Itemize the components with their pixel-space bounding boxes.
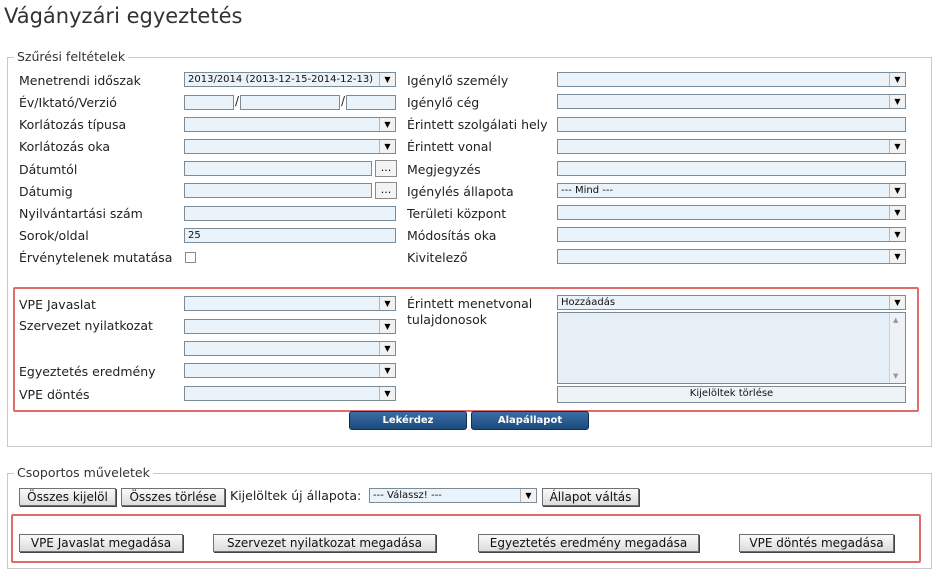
alapallapot-button[interactable]: Alapállapot <box>471 411 589 430</box>
igenylo-szemely-label: Igénylő személy <box>407 73 509 88</box>
scroll-down-icon: ▼ <box>893 372 899 380</box>
megjegyzes-input[interactable] <box>557 161 906 176</box>
filter-legend: Szűrési feltételek <box>14 49 128 64</box>
igenyles-allapota-label: Igénylés állapota <box>407 184 514 199</box>
listbox-scrollbar[interactable] <box>889 313 905 383</box>
szolgalati-hely-input[interactable] <box>557 117 906 132</box>
ev-input[interactable] <box>184 95 234 110</box>
tulajdonosok-add-value: Hozzáadás <box>561 297 616 308</box>
tulajdonosok-listbox[interactable] <box>557 312 906 384</box>
ervenytelenek-label: Érvénytelenek mutatása <box>19 250 173 265</box>
datumig-input[interactable] <box>184 183 372 198</box>
datumtol-label: Dátumtól <box>19 162 78 177</box>
kivitelezo-label: Kivitelező <box>407 250 468 265</box>
egyeztetes-eredmeny-megadasa-button[interactable]: Egyeztetés eredmény megadása <box>478 534 699 552</box>
nyilvantartasi-szam-label: Nyilvántartási szám <box>19 206 143 221</box>
kivitelezo-select[interactable] <box>557 249 906 264</box>
allapot-valtas-button[interactable]: Állapot váltás <box>542 488 639 506</box>
szervezet-nyilatkozat-select-2[interactable] <box>184 341 396 356</box>
egyeztetes-eredmeny-label: Egyeztetés eredmény <box>19 364 156 379</box>
szervezet-nyilatkozat-label: Szervezet nyilatkozat <box>19 318 153 333</box>
osszes-kijelol-button[interactable]: Összes kijelöl <box>19 488 116 506</box>
lekerdez-button[interactable]: Lekérdez <box>349 411 467 430</box>
vpe-dontes-select[interactable] <box>184 386 396 401</box>
uj-allapot-label: Kijelöltek új állapota: <box>230 488 362 503</box>
menetrendi-label: Menetrendi időszak <box>19 73 141 88</box>
chevron-down-icon: ▼ <box>379 118 395 131</box>
scroll-up-icon: ▲ <box>893 316 899 324</box>
igenylo-szemely-select[interactable] <box>557 72 906 87</box>
menetvonal-tulajdonosok-label-1: Érintett menetvonal <box>407 296 533 311</box>
chevron-down-icon: ▼ <box>889 206 905 219</box>
modositas-oka-label: Módosítás oka <box>407 228 497 243</box>
teruleti-kozpont-select[interactable] <box>557 205 906 220</box>
chevron-down-icon: ▼ <box>379 297 395 310</box>
igenylo-ceg-label: Igénylő cég <box>407 95 480 110</box>
igenyles-allapota-select[interactable] <box>557 183 906 198</box>
slash-separator: / <box>341 94 346 108</box>
menetvonal-tulajdonosok-label-2: tulajdonosok <box>407 312 487 327</box>
vpe-javaslat-label: VPE Javaslat <box>19 297 96 312</box>
menetrendi-select[interactable] <box>184 72 396 87</box>
chevron-down-icon: ▼ <box>889 95 905 108</box>
iktato-input[interactable] <box>240 95 340 110</box>
vpe-javaslat-select[interactable] <box>184 296 396 311</box>
megjegyzes-label: Megjegyzés <box>407 162 481 177</box>
tulajdonosok-add-select[interactable] <box>557 295 906 310</box>
verzio-input[interactable] <box>346 95 396 110</box>
szervezet-nyilatkozat-megadasa-button[interactable]: Szervezet nyilatkozat megadása <box>213 534 436 552</box>
ervenytelenek-checkbox[interactable] <box>185 252 196 263</box>
chevron-down-icon: ▼ <box>379 73 395 86</box>
slash-separator: / <box>235 94 240 108</box>
group-ops-legend: Csoportos műveletek <box>14 465 153 480</box>
korlatozas-tipusa-select[interactable] <box>184 117 396 132</box>
chevron-down-icon: ▼ <box>379 342 395 355</box>
chevron-down-icon: ▼ <box>889 296 905 309</box>
erintett-vonal-label: Érintett vonal <box>407 139 492 154</box>
nyilvantartasi-szam-input[interactable] <box>184 206 396 221</box>
chevron-down-icon: ▼ <box>520 489 536 502</box>
kijeloltek-torlese-button[interactable]: Kijelöltek törlése <box>557 386 906 403</box>
ev-iktato-verzio-label: Év/Iktató/Verzió <box>19 95 117 110</box>
chevron-down-icon: ▼ <box>379 320 395 333</box>
vpe-dontes-megadasa-button[interactable]: VPE döntés megadása <box>739 534 894 552</box>
chevron-down-icon: ▼ <box>379 364 395 377</box>
datumig-label: Dátumig <box>19 184 73 199</box>
datumig-picker-button[interactable]: ... <box>375 182 397 199</box>
menetrendi-value: 2013/2014 (2013-12-15-2014-12-13) <box>188 74 374 85</box>
egyeztetes-eredmeny-select[interactable] <box>184 363 396 378</box>
uj-allapot-value: --- Válassz! --- <box>373 490 442 501</box>
chevron-down-icon: ▼ <box>889 250 905 263</box>
datumtol-input[interactable] <box>184 161 372 176</box>
teruleti-kozpont-label: Területi központ <box>407 206 507 221</box>
sorok-oldal-input[interactable]: 25 <box>184 228 396 243</box>
szolgalati-hely-label: Érintett szolgálati hely <box>407 117 548 132</box>
osszes-torlese-button[interactable]: Összes törlése <box>121 488 225 506</box>
szervezet-nyilatkozat-select[interactable] <box>184 319 396 334</box>
modositas-oka-select[interactable] <box>557 227 906 242</box>
igenylo-ceg-select[interactable] <box>557 94 906 109</box>
page-title: Vágányzári egyeztetés <box>4 4 243 28</box>
korlatozas-oka-select[interactable] <box>184 139 396 154</box>
vpe-javaslat-megadasa-button[interactable]: VPE Javaslat megadása <box>19 534 183 552</box>
uj-allapot-select[interactable] <box>369 488 537 503</box>
erintett-vonal-select[interactable] <box>557 139 906 154</box>
chevron-down-icon: ▼ <box>889 228 905 241</box>
chevron-down-icon: ▼ <box>889 184 905 197</box>
chevron-down-icon: ▼ <box>889 140 905 153</box>
sorok-oldal-label: Sorok/oldal <box>19 228 89 243</box>
datumtol-picker-button[interactable]: ... <box>375 160 397 177</box>
korlatozas-oka-label: Korlátozás oka <box>19 139 111 154</box>
korlatozas-tipusa-label: Korlátozás típusa <box>19 117 127 132</box>
chevron-down-icon: ▼ <box>889 73 905 86</box>
igenyles-allapota-value: --- Mind --- <box>561 185 614 196</box>
chevron-down-icon: ▼ <box>379 140 395 153</box>
vpe-dontes-label: VPE döntés <box>19 387 90 402</box>
chevron-down-icon: ▼ <box>379 387 395 400</box>
